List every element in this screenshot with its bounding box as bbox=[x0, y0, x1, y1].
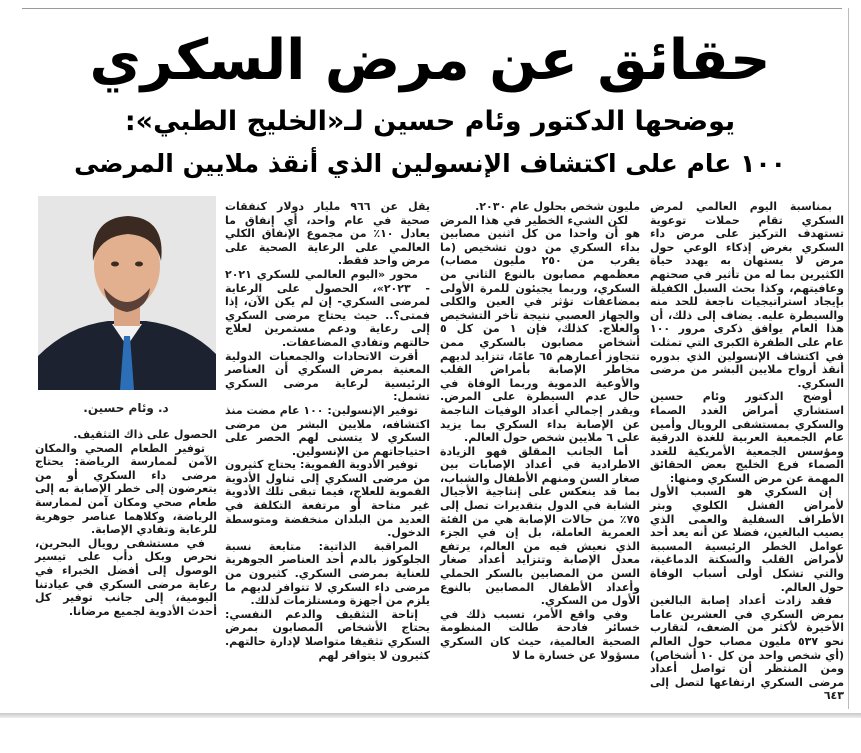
page-edge bbox=[848, 8, 849, 709]
paragraph: توفير الطعام الصحي والمكان الآمن لممارسة الرياضة: يحتاج مرضى داء السكري أو من يتعرضون إلى خطر الإصابة به إلى طعام صحي ومكان آمن لممارسة الرياضة، وكلاهما عناصر جوهرية للرعاية وتفادي الإصابة. bbox=[35, 441, 217, 537]
paragraph: توفير الإنسولين: ١٠٠ عام مضت منذ اكتشافه، ملايين البشر من مرضى السكري لا يتسنى لهم الحصر على احتياجاتهم من الإنسولين. bbox=[225, 403, 430, 458]
paragraph: المراقبة الذاتية: متابعة نسبة الجلوكوز بالدم أحد العناصر الجوهرية للعناية بمرضى السكري. كثيرون من مرضى داء السكري لا تتوافر لديهم ما يلزم من أجهزة ومستلزمات لذلك. bbox=[225, 539, 430, 608]
author-photo bbox=[38, 196, 216, 390]
paragraph: أقرت الاتحادات والجمعيات الدولية المعنية بمرض السكري أن العناصر الرئيسية لرعاية مرضى السكري تشمل: bbox=[225, 349, 430, 404]
article-column-1 bbox=[650, 200, 844, 703]
paragraph: أوضح الدكتور وئام حسين استشاري أمراض الغدد الصماء والسكري بمستشفى الرويال وأمين عام الجمعية العربية للغدة الدرقية ومؤسس الجمعية الأمريكية للغدد الصماء فرع الخليج بعض الحقائق المهمة عن مرض السكري ومنها: bbox=[650, 390, 844, 485]
paragraph: أما الجانب المقلق فهو الزيادة الاطرادية في أعداد الإصابات بين صغار السن ومنهم الأطفال والشباب، بما قد ينعكس على إنتاجية الأجيال الشابة في الدول بتقديرات تصل إلى ٧٥٪ من حالات الإصابة هي من الفئة العمرية العاملة، بل إن في الجزء الذي نعيش فيه من العالم، يرتفع معدل الإصابة وتتزايد أعداد صغار السن من المصابين بالسكر الحملي وأعداد الأطفال المصابين بالنوع الأول من السكري. bbox=[440, 444, 640, 608]
photo-caption: د. وئام حسين. bbox=[83, 401, 169, 415]
bottom-rule bbox=[0, 713, 861, 718]
headline-title: حقائق عن مرض السكري bbox=[89, 28, 771, 93]
article-column-3 bbox=[225, 200, 430, 662]
paragraph: محور «اليوم العالمي للسكري ٢٠٢١ - ٢٠٢٣»، الحصول على الرعاية لمرضى السكري- إن لم يكن الآن، إذا فمتى؟.. حيث يحتاج مرضى السكري إلى رعاية ودعم مستمرين لعلاج حالتهم وتفادي المضاعفات. bbox=[225, 267, 430, 349]
paragraph: فقد زادت أعداد إصابة البالغين بمرض السكري في العشرين عاما الأخيرة لأكثر من الضعف، لتقارب نحو ٥٣٧ مليون مصاب حول العالم (أي شخص واحد من كل ١٠ أشخاص) ومن المنتظر أن تواصل أعداد مرضى السكري ارتفاعها لتصل إلى ٦٤٣ bbox=[650, 594, 844, 703]
headline-subtitle: يوضحها الدكتور وئام حسين لـ«الخليج الطبي»: bbox=[124, 106, 736, 137]
headline-deck: ١٠٠ عام على اكتشاف الإنسولين الذي أنقذ ملايين المرضى bbox=[74, 149, 786, 178]
paragraph: الحصول على ذاك التثقيف. bbox=[73, 428, 217, 441]
article-column-4 bbox=[35, 428, 217, 618]
paragraph: إتاحة التثقيف والدعم النفسي: يحتاج الأشخاص المصابون بمرض السكري تثقيفا متواصلا لإدارة حالتهم. كثيرون لا يتوافر لهم bbox=[225, 607, 430, 662]
paragraph: يقل عن ٩٦٦ مليار دولار كنفقات صحية في عام واحد، أي إنفاق ما يعادل ١٠٪ من مجموع الإنفاق الكلي العالمي على الرعاية الصحية على مرض واحد فقط. bbox=[225, 200, 431, 268]
paragraph: وفي واقع الأمر، تسبب ذلك في خسائر فادحة طالت المنظومة الصحية العالمية، حيث كان السكري مسؤولا عن خسارة ما لا bbox=[440, 607, 640, 662]
paragraph: بمناسبة اليوم العالمي لمرض السكري تقام حملات توعوية تستهدف التركيز على مرض داء السكري بغرض إذكاء الوعي حول مرض لا يستهان به يهدد حياة الكثيرين بما له من تأثير في صحتهم وعافيتهم، وكذا بحث السبل الكفيلة بإيجاد استراتيجيات ناجعة للحد منه والسيطرة عليه. يضاف إلى ذلك، أن هذا العام يوافق ذكرى مرور ١٠٠ عام على الطفرة الكبرى التي تمثلت في اكتشاف الإنسولين الذي بدوره أنقذ أرواح ملايين البشر من مرضى السكري. bbox=[650, 200, 844, 390]
paragraph: في مستشفى رويال البحرين، نحرص وبكل دأب على تيسير الوصول إلى أفضل الخبراء في رعاية مرضى السكري في عيادتنا اليومية، إلى جانب توفير كل أحدث الأدوية لجميع مرضانا. bbox=[35, 536, 217, 618]
paragraph: مليون شخص بحلول عام ٢٠٣٠. bbox=[475, 200, 640, 213]
article-column-2 bbox=[440, 200, 640, 662]
top-rule bbox=[22, 8, 842, 9]
paragraph: لكن الشيء الخطير في هذا المرض هو أن واحدا من كل اثنين مصابين بداء السكري من دون تشخيص (ما يقرب من ٢٥٠ مليون مصاب) معظمهم مصابون بالنوع الثاني من السكري، وربما يجيئون للمرة الأولى بمضاعفات تؤثر في العين والكلى والجهاز العصبي نتيجة تأخر التشخيص والعلاج. كذلك، فإن ١ من كل ٥ أشخاص مصابون بالسكري ممن تتجاوز أعمارهم ٦٥ عامًا، تتزايد لديهم مخاطر الإصابة بأمراض القلب والأوعية الدموية وربما الوفاة في حال عدم السيطرة على المرض. ويقدر إجمالي أعداد الوفيات الناجمة عن الإصابة بداء السكري بما يزيد على ٦ ملايين شخص حول العالم. bbox=[440, 213, 640, 445]
paragraph: إن السكري هو السبب الأول لأمراض الفشل الكلوي وبتر الأطراف السفلية والعمى الذي يصيب البالغين، فضلا عن أنه يعد أحد عوامل الخطر الرئيسية المسببة لأمراض القلب والسكتة الدماغية، والتي تشكل أولى أسباب الوفاة حول العالم. bbox=[650, 485, 844, 594]
paragraph: توفير الأدوية الفموية: يحتاج كثيرون من مرضى السكري إلى تناول الأدوية الفموية للعلاج، فيما تبقى تلك الأدوية غير متاحة أو مرتفعة التكلفة في العديد من البلدان منخفضة ومتوسطة الدخول. bbox=[225, 458, 430, 540]
